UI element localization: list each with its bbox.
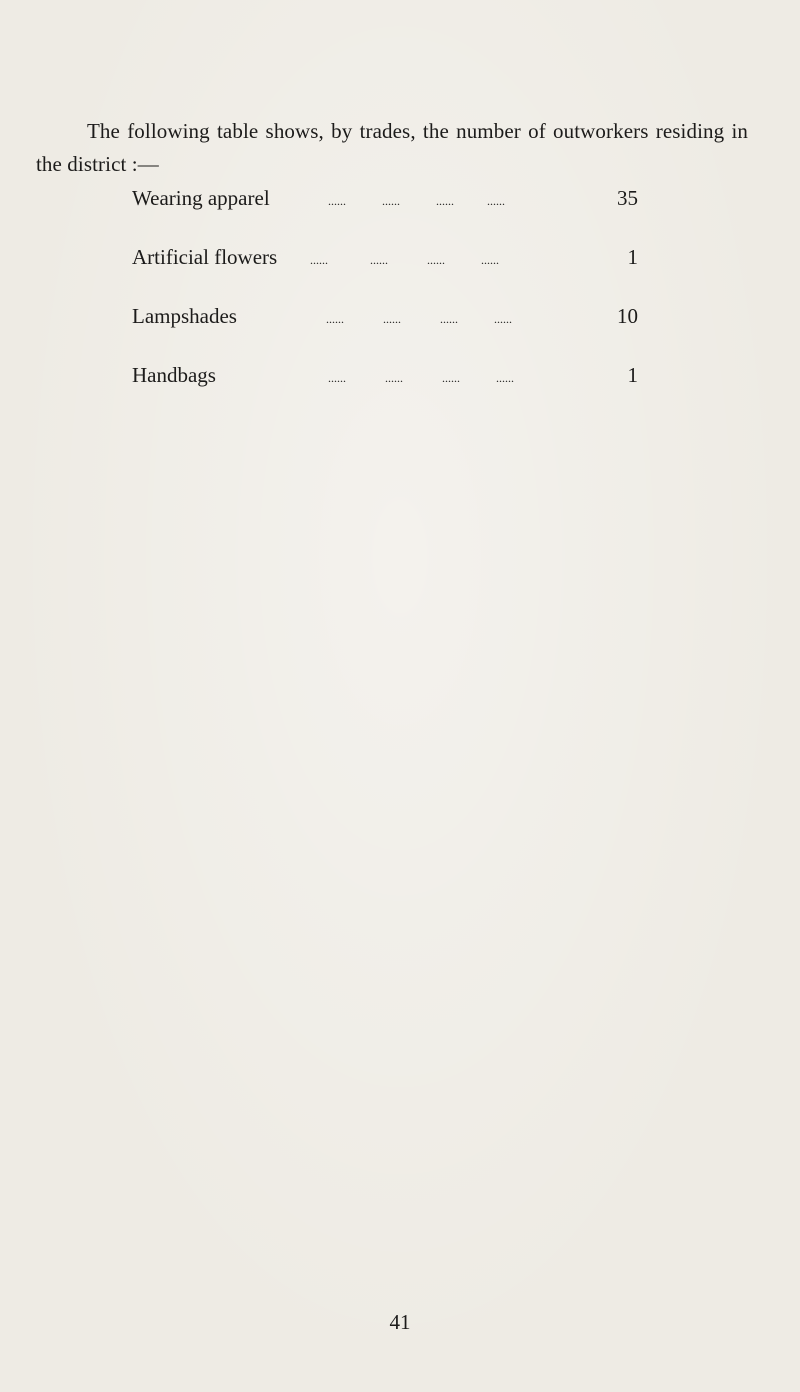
table-row xyxy=(132,304,692,363)
leader-dots: ...... ...... ...... ...... xyxy=(328,371,514,385)
table-row xyxy=(132,245,692,304)
trade-count: 1 xyxy=(627,363,638,387)
leader-dots: ...... ...... ...... ...... xyxy=(326,312,512,326)
trade-name: Handbags xyxy=(132,363,216,387)
trade-name: Wearing apparel xyxy=(132,186,270,210)
trade-name: Artificial flowers xyxy=(132,245,278,269)
table-row xyxy=(132,363,692,422)
trade-count: 10 xyxy=(617,304,638,328)
intro-paragraph: The following table shows, by trades, the number of outworkers residing in the district :— xyxy=(36,119,748,176)
page-number: 41 xyxy=(389,1310,411,1334)
trade-name: Lampshades xyxy=(132,304,237,328)
table-row xyxy=(132,186,692,245)
trade-count: 1 xyxy=(627,245,638,269)
outworkers-table xyxy=(132,186,692,422)
leader-dots: ...... ...... ...... ...... xyxy=(328,194,505,208)
trade-count: 35 xyxy=(617,186,638,210)
leader-dots: ...... ...... ...... ...... xyxy=(310,253,499,267)
